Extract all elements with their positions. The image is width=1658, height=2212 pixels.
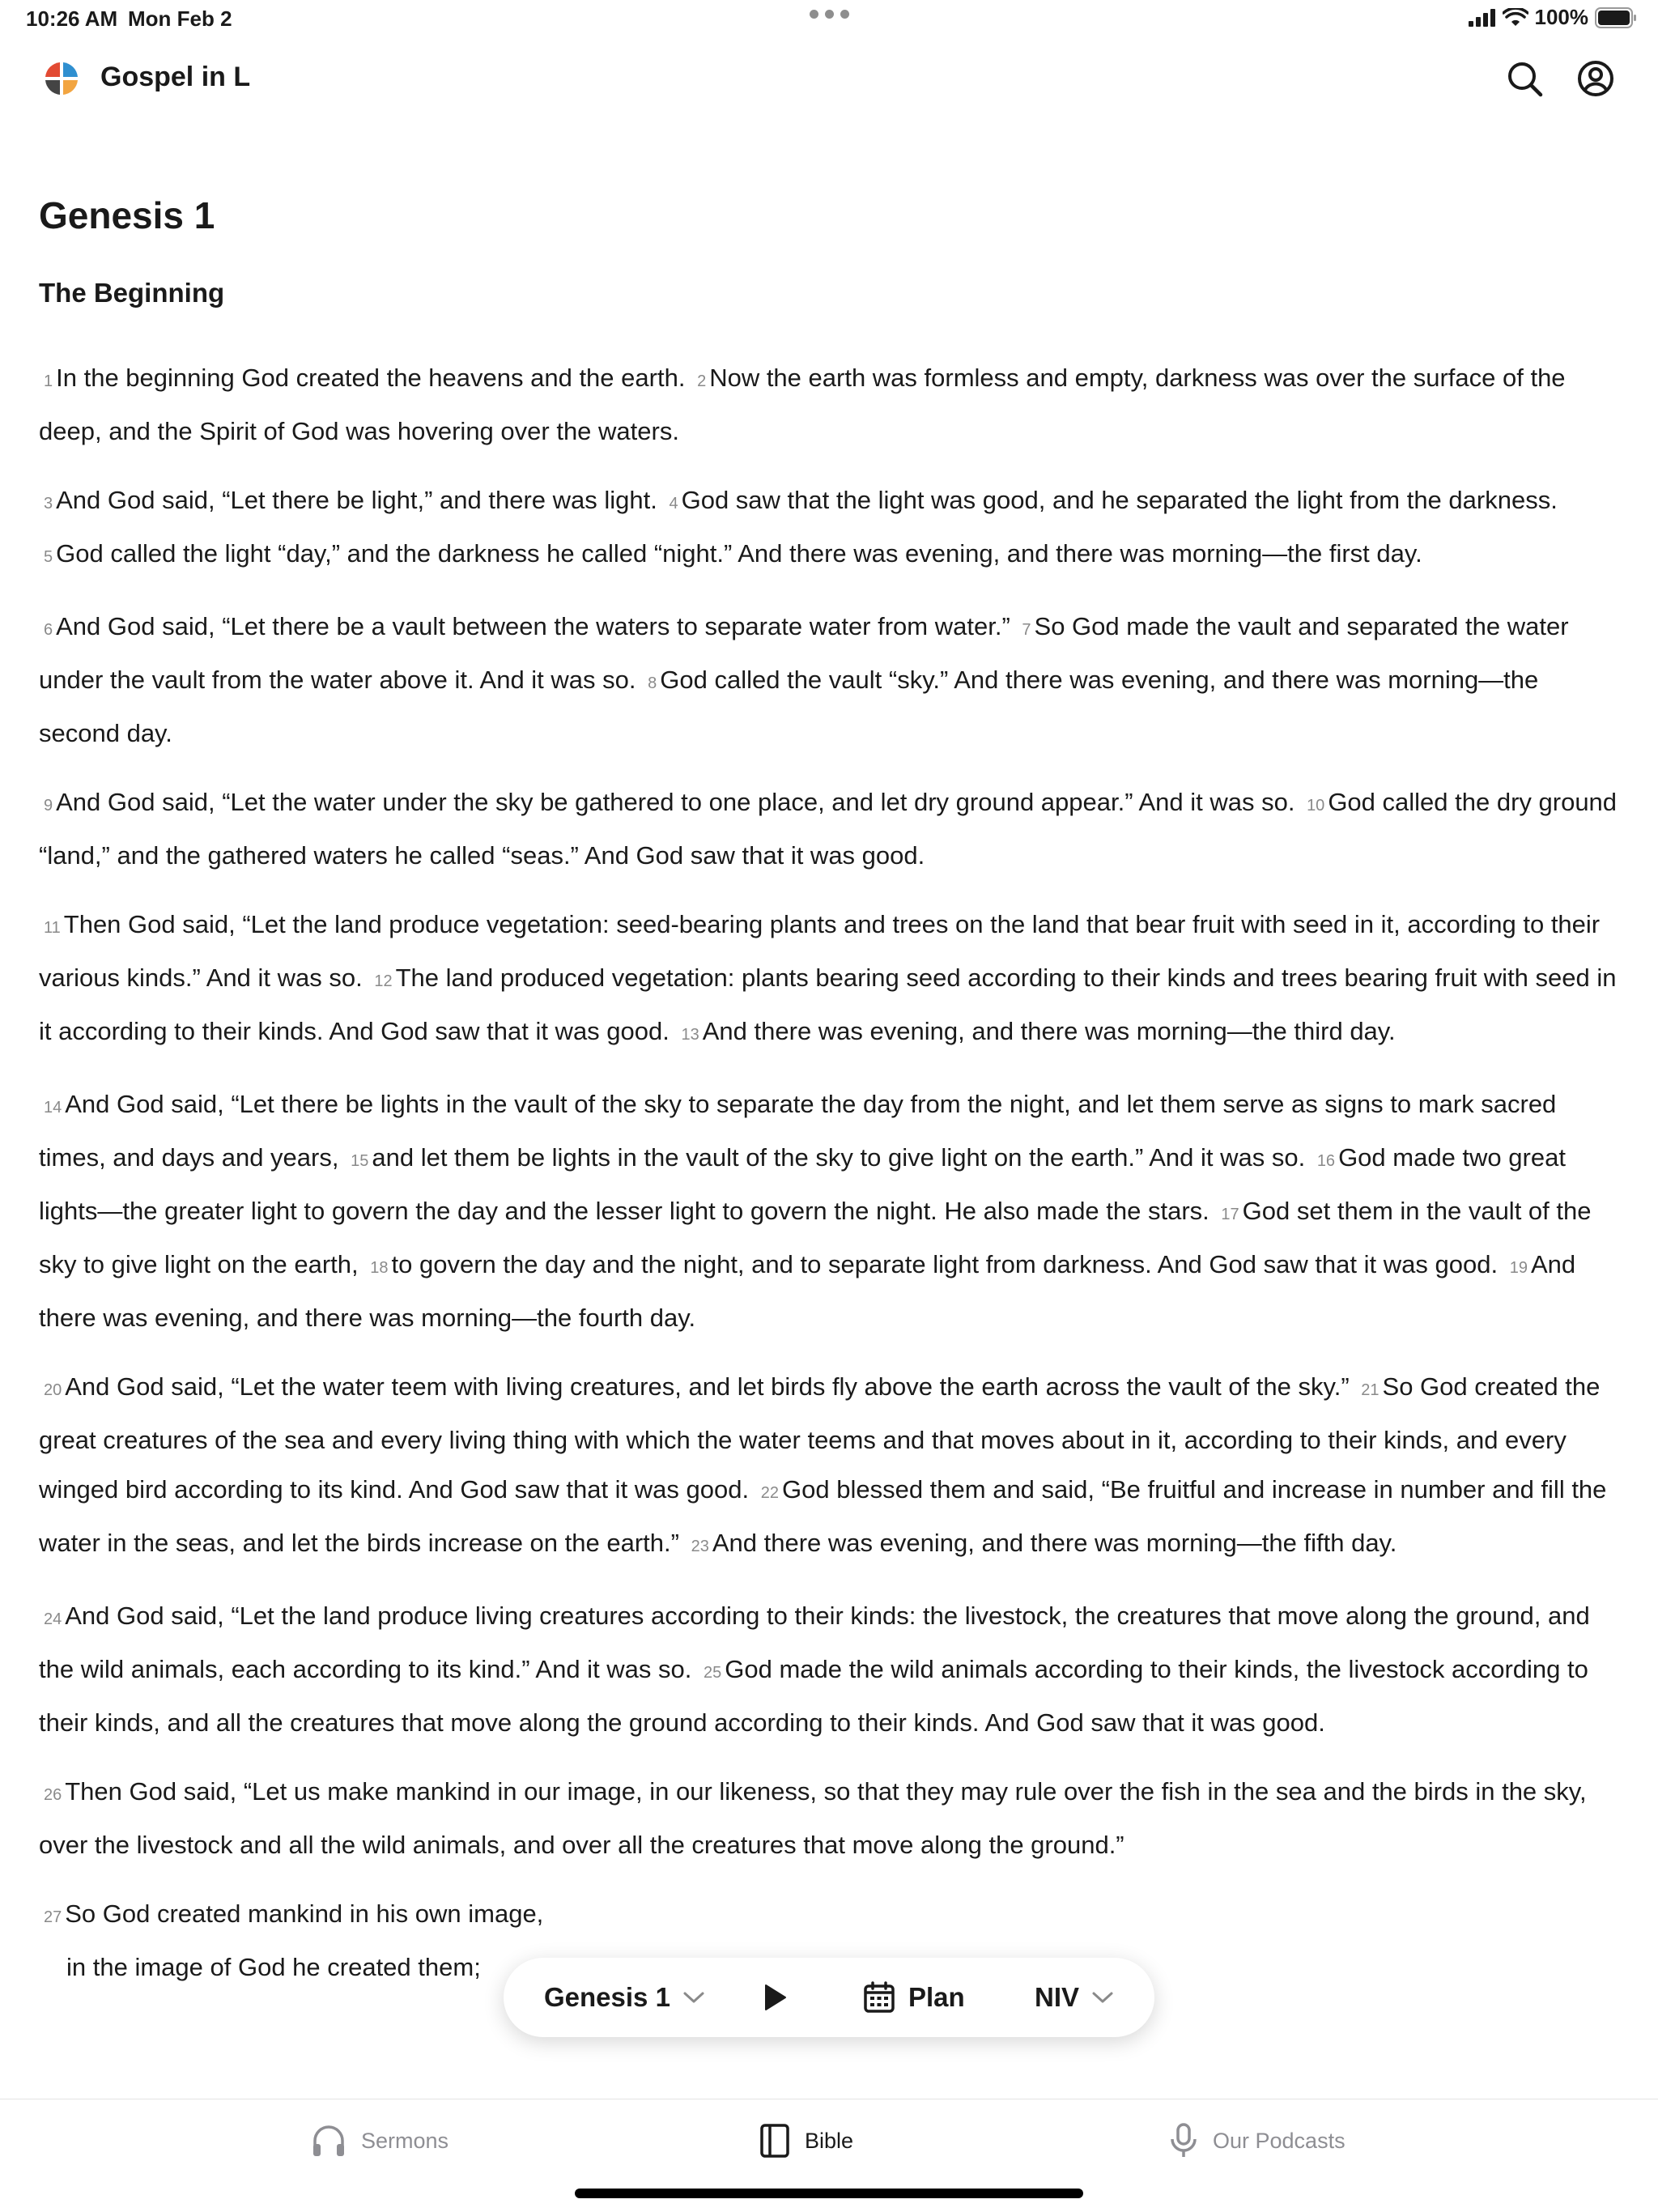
- book-icon: [759, 2123, 790, 2159]
- chevron-down-icon: [682, 1989, 706, 2006]
- verse-number[interactable]: 14: [44, 1099, 62, 1117]
- verse-number[interactable]: 18: [370, 1259, 389, 1277]
- status-time: 10:26 AM: [26, 6, 118, 31]
- verse-paragraph: [39, 1079, 1626, 1342]
- verse-text[interactable]: And God said, “Let the land produce living creatures according to their kinds: the livestock, the creatures that move along the ground, and the wild animals, each according to its kind.” And it was so.: [39, 1602, 1590, 1683]
- verse-number[interactable]: 23: [691, 1538, 709, 1555]
- verse-paragraph: [39, 900, 1626, 1060]
- verse-number[interactable]: 5: [44, 548, 53, 566]
- chevron-down-icon: [1090, 1989, 1115, 2006]
- status-bar: [0, 0, 1658, 39]
- verse-number[interactable]: 20: [44, 1381, 62, 1399]
- verse-paragraph: [39, 777, 1626, 880]
- tab-sermons[interactable]: [311, 2121, 449, 2161]
- verse-number[interactable]: 7: [1022, 621, 1031, 639]
- book-chapter-selector[interactable]: [544, 1958, 706, 2037]
- tab-bible[interactable]: [759, 2121, 853, 2161]
- verse-number[interactable]: 6: [44, 621, 53, 639]
- profile-icon[interactable]: [1575, 58, 1616, 99]
- book-chapter-label: Genesis 1: [544, 1982, 670, 2012]
- verse-number[interactable]: 12: [374, 972, 393, 990]
- play-icon: [761, 1983, 789, 2012]
- paragraphs: [39, 353, 1626, 1870]
- verse-text[interactable]: The land produced vegetation: plants bearing seed according to their kinds and trees bearing fruit with seed in it according to their kinds. And God saw that it was good.: [39, 963, 1617, 1045]
- calendar-icon: [863, 1981, 895, 2014]
- plan-button[interactable]: [863, 1958, 965, 2037]
- verse-text[interactable]: And God said, “Let there be a vault between the waters to separate water from water.”: [56, 612, 1010, 640]
- play-button[interactable]: [761, 1958, 789, 2037]
- verse-number[interactable]: 19: [1509, 1259, 1528, 1277]
- verse-number[interactable]: 16: [1316, 1152, 1336, 1170]
- poetry-line[interactable]: in the image of God he created them;: [66, 1953, 481, 1981]
- app-header: [0, 49, 1658, 108]
- verse-number[interactable]: 26: [44, 1786, 62, 1804]
- verse-text[interactable]: and let them be lights in the vault of the sky to give light on the earth.” And it was so.: [372, 1143, 1306, 1172]
- verse-number[interactable]: 17: [1221, 1206, 1239, 1223]
- plan-label: Plan: [908, 1982, 965, 2012]
- cellular-signal-icon: [1469, 9, 1496, 27]
- wifi-icon: [1503, 8, 1528, 28]
- version-label: NIV: [1035, 1982, 1080, 2012]
- verse-number[interactable]: 25: [704, 1664, 722, 1682]
- status-right: [1469, 5, 1638, 30]
- verse-number[interactable]: 15: [351, 1152, 369, 1170]
- verse-text[interactable]: God made two great lights—the greater light to govern the day and the lesser light to govern the night. He also made the stars.: [39, 1143, 1566, 1225]
- verse-text[interactable]: And God said, “Let there be lights in the vault of the sky to separate the day from the night, and let them serve as signs to mark sacred times, and days and years,: [39, 1090, 1557, 1172]
- verse-number[interactable]: 10: [1307, 797, 1325, 815]
- verse-text[interactable]: And God said, “Let the water teem with living creatures, and let birds fly above the earth across the vault of the sky.”: [65, 1372, 1350, 1401]
- status-date: Mon Feb 2: [128, 6, 232, 31]
- verse-text[interactable]: And there was evening, and there was morning—the fifth day.: [712, 1529, 1397, 1557]
- verse-paragraph: [39, 1591, 1626, 1747]
- verse-text[interactable]: Now the earth was formless and empty, darkness was over the surface of the deep, and the Spirit of God was hovering over the waters.: [39, 364, 1566, 445]
- verse-number[interactable]: 9: [44, 797, 53, 815]
- verse-number[interactable]: 21: [1361, 1381, 1380, 1399]
- verse-text[interactable]: In the beginning God created the heavens and the earth.: [56, 364, 686, 392]
- verse-number[interactable]: 27: [44, 1908, 62, 1926]
- verse-text[interactable]: God blessed them and said, “Be fruitful and increase in number and fill the water in the seas, and let the birds increase on the earth.”: [39, 1475, 1607, 1557]
- verse-text[interactable]: God saw that the light was good, and he separated the light from the darkness.: [681, 486, 1558, 514]
- verse-text[interactable]: And there was evening, and there was morning—the third day.: [702, 1017, 1396, 1045]
- verse-text[interactable]: God set them in the vault of the sky to give light on the earth,: [39, 1197, 1592, 1278]
- verse-text[interactable]: So God created the great creatures of the sea and every living thing with which the water teems and that moves about in it, according to their kinds, and every winged bird according to its kind. And God saw that it was good.: [39, 1372, 1601, 1504]
- verse-text[interactable]: God made the wild animals according to their kinds, the livestock according to their kinds, and all the creatures that move along the ground according to their kinds. And God saw that it was good.: [39, 1655, 1588, 1737]
- verse-number[interactable]: 22: [760, 1484, 779, 1502]
- tab-our-podcasts[interactable]: [1169, 2121, 1346, 2161]
- verse-text[interactable]: Then God said, “Let us make mankind in our image, in our likeness, so that they may rule over the fish in the sea and the birds in the sky, over the livestock and all the wild animals, and over all the creatures that move along the ground.”: [39, 1777, 1587, 1859]
- tab-label: Bible: [805, 2128, 854, 2153]
- verse-paragraph: [39, 353, 1626, 456]
- verse-text[interactable]: to govern the day and the night, and to separate light from darkness. And God saw that it was good.: [391, 1250, 1499, 1278]
- verse-number[interactable]: 2: [697, 372, 707, 390]
- verse-paragraph: [39, 602, 1626, 758]
- app-logo-icon: [44, 61, 79, 96]
- verse-text[interactable]: And there was evening, and there was morning—the fourth day.: [39, 1250, 1576, 1332]
- poetry-line[interactable]: So God created mankind in his own image,: [65, 1899, 544, 1928]
- multitasking-dots-icon[interactable]: [810, 10, 849, 19]
- verse-number[interactable]: 8: [648, 674, 657, 692]
- verse-number[interactable]: 3: [44, 495, 53, 513]
- verse-text[interactable]: God called the dry ground “land,” and the gathered waters he called “seas.” And God saw that it was good.: [39, 788, 1618, 870]
- tab-label: Sermons: [361, 2128, 449, 2153]
- tab-label: Our Podcasts: [1213, 2128, 1346, 2153]
- chapter-title: Genesis 1: [39, 194, 215, 236]
- chapter-content: [39, 186, 1626, 2097]
- verse-number[interactable]: 4: [669, 495, 678, 513]
- verse-paragraph: [39, 1362, 1626, 1572]
- version-selector[interactable]: [1035, 1958, 1115, 2037]
- verse-text[interactable]: And God said, “Let the water under the sky be gathered to one place, and let dry ground appear.” And it was so.: [56, 788, 1295, 816]
- search-icon[interactable]: [1504, 58, 1545, 99]
- verse-number[interactable]: 24: [44, 1610, 62, 1628]
- app-title: Gospel in L: [100, 62, 251, 92]
- battery-icon: [1595, 7, 1637, 28]
- microphone-icon: [1169, 2123, 1198, 2159]
- reader-toolbar: [504, 1958, 1154, 2037]
- verse-text[interactable]: God called the vault “sky.” And there was evening, and there was morning—the second day.: [39, 666, 1539, 747]
- verse-text[interactable]: God called the light “day,” and the darkness he called “night.” And there was evening, and there was morning—the first day.: [56, 539, 1422, 568]
- section-heading: The Beginning: [39, 278, 225, 308]
- verse-number[interactable]: 1: [44, 372, 53, 390]
- verse-text[interactable]: So God made the vault and separated the water under the vault from the water above it. And it was so.: [39, 612, 1569, 694]
- battery-percentage: 100%: [1534, 5, 1588, 29]
- home-indicator[interactable]: [575, 2189, 1083, 2198]
- verse-number[interactable]: 11: [44, 919, 61, 937]
- headphones-icon: [311, 2123, 346, 2159]
- verse-paragraph: [39, 1767, 1626, 1870]
- verse-paragraph: [39, 475, 1626, 582]
- verse-number[interactable]: 13: [681, 1026, 699, 1044]
- verse-text[interactable]: And God said, “Let there be light,” and there was light.: [56, 486, 657, 514]
- verse-text[interactable]: Then God said, “Let the land produce vegetation: seed-bearing plants and trees on the land that bear fruit with seed in it, according to their various kinds.” And it was so.: [39, 910, 1601, 992]
